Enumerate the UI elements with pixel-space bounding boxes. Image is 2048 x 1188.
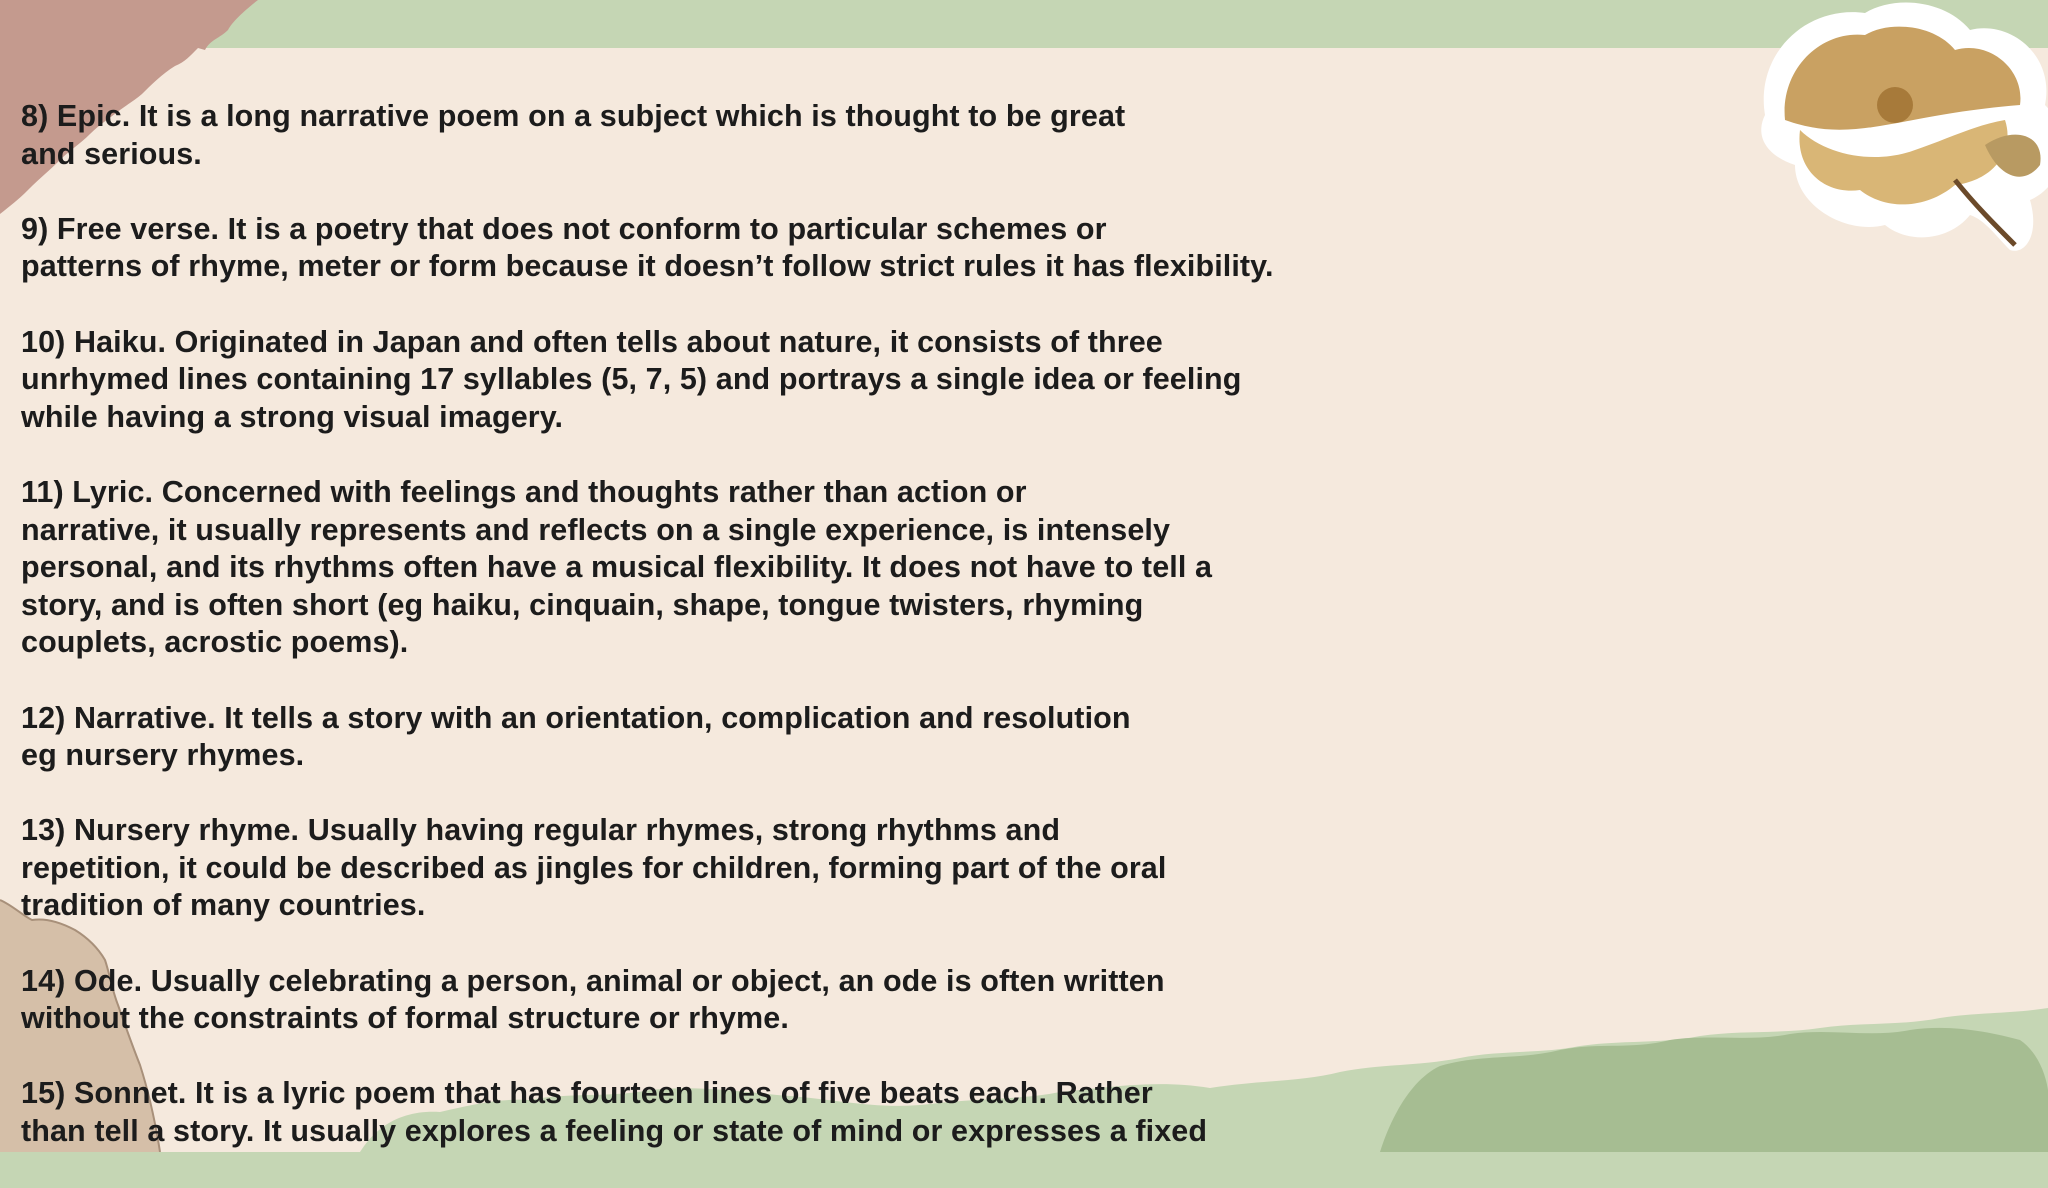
list-item: 14) Ode. Usually celebrating a person, animal or object, an ode is often written without the constraints of formal structure or rhyme. [21, 963, 1165, 1036]
list-item: 8) Epic. It is a long narrative poem on a subject which is thought to be great and serious. [21, 99, 1126, 171]
list-item: 10) Haiku. Originated in Japan and often tells about nature, it consists of three unrhymed lines containing 17 syllables (5, 7, 5) and portrays a single idea or feeling while having a strong visual imagery. [21, 324, 1242, 434]
list-item: 13) Nursery rhyme. Usually having regular rhymes, strong rhythms and repetition, it could be described as jingles for children, forming part of the oral tradition of many countries. [21, 813, 1167, 923]
list-item: 12) Narrative. It tells a story with an orientation, complication and resolution eg nursery rhymes. [21, 700, 1131, 773]
list-item: 9) Free verse. It is a poetry that does not conform to particular schemes or patterns of rhyme, meter or form because it doesn’t follow strict rules it has flexibility. [21, 211, 1274, 284]
list-item: 15) Sonnet. It is a lyric poem that has fourteen lines of five beats each. Rather than tell a story. It usually explores a feeling or state of mind or expresses a fixed [21, 1076, 1208, 1149]
list-item: 11) Lyric. Concerned with feelings and thoughts rather than action or narrative, it usually represents and reflects on a single experience, is intensely personal, and its rhythms often have a musical flexibility. It does not have to tell a story, and is often short (eg haiku, cinquain, shape, tongue twisters, rhyming couplets, acrostic poems). [21, 474, 1213, 660]
poetry-types-list [21, 98, 1341, 1188]
flower-sticker [1761, 3, 2048, 251]
torn-paper-bottom-dark [1380, 1028, 2048, 1152]
